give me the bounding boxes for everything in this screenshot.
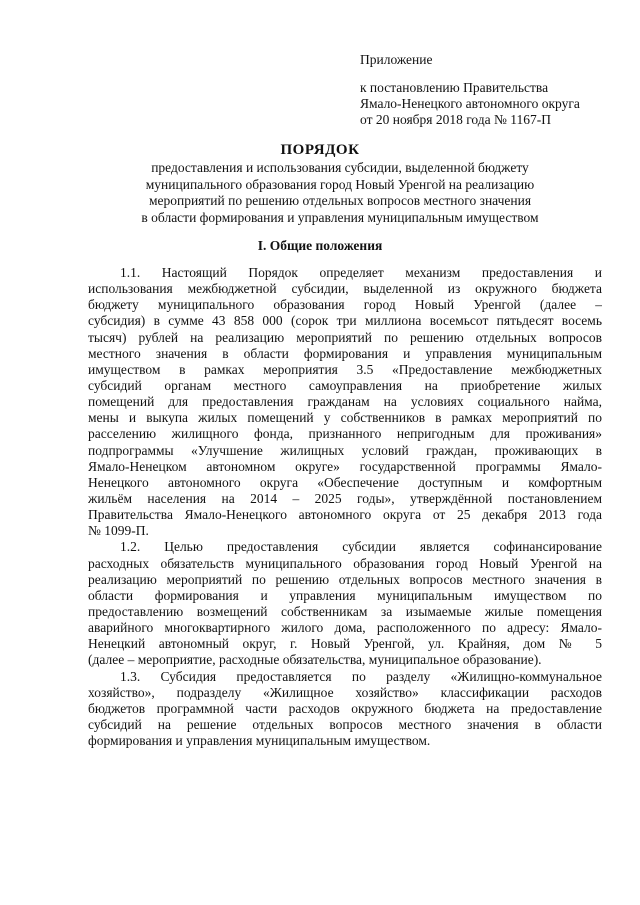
paragraph-line: Ненецкого автономного округа «Обеспечение доступным и комфортным	[88, 474, 602, 490]
appendix-block	[360, 52, 580, 128]
paragraph-1-3	[88, 669, 602, 750]
paragraph-1-1	[88, 265, 602, 539]
paragraph-line: 1.2. Целью предоставления субсидии является софинансирование	[120, 539, 602, 555]
subtitle-line: мероприятий по решению отдельных вопросов местного значения	[148, 193, 532, 208]
section-heading: I. Общие положения	[257, 238, 383, 253]
paragraph-1-2	[88, 539, 602, 668]
paragraph-line: расселению жилищного фонда, признанного непригодным для проживания»	[88, 426, 602, 442]
paragraph-line: Ямало-Ненецком автономном округе» государственной программы Ямало-	[88, 458, 602, 474]
subtitle-line: в области формирования и управления муниципальным имуществом	[141, 209, 539, 225]
appendix-line: к постановлению Правительства	[360, 80, 549, 95]
paragraph-line: (далее – мероприятие, расходные обязательства, муниципальное образование).	[88, 652, 542, 668]
paragraph-line: жильём населения на 2014 – 2025 годы», утверждённой постановлением	[88, 490, 602, 506]
paragraph-line: тысяч) рублей на реализацию мероприятий по решению отдельных вопросов	[88, 329, 602, 345]
paragraph-line: помещений для предоставления гражданам на условиях социального найма,	[88, 394, 602, 410]
document-body	[88, 265, 602, 749]
paragraph-line: аварийного многоквартирного жилого дома, расположенного по адресу: Ямало-	[88, 620, 602, 636]
appendix-line: Ямало-Ненецкого автономного округа	[360, 96, 580, 111]
paragraph-line: расходных обязательств муниципального образования город Новый Уренгой на	[88, 555, 602, 571]
paragraph-line: предоставлению возмещений собственникам за изымаемые жилые помещения	[88, 603, 602, 619]
paragraph-line: местного значения в области формирования и управления муниципальным	[88, 345, 602, 361]
document-title: ПОРЯДОК	[280, 142, 360, 158]
paragraph-line: хозяйство», подразделу «Жилищное хозяйство» классификации расходов	[88, 684, 602, 700]
paragraph-line: № 1099-П.	[88, 523, 149, 539]
paragraph-line: 1.1. Настоящий Порядок определяет механизм предоставления и	[120, 265, 602, 280]
document-subtitle	[100, 160, 580, 226]
appendix-label: Приложение	[360, 52, 433, 67]
paragraph-line: использования межбюджетной субсидии, выделенной из окружного бюджета	[88, 281, 602, 297]
paragraph-line: субсидия) в сумме 43 858 000 (сорок три миллиона восемьсот пятьдесят восемь	[88, 313, 602, 329]
paragraph-line: бюджету муниципального образования город Новый Уренгой (далее –	[88, 297, 602, 313]
paragraph-line: формирования и управления муниципальным имуществом.	[88, 733, 431, 749]
paragraph-line: мены и выкупа жилых помещений у собственников в рамках мероприятий по	[88, 410, 602, 426]
paragraph-line: подпрограммы «Улучшение жилищных условий граждан, проживающих в	[88, 442, 602, 458]
paragraph-line: Правительства Ямало-Ненецкого автономного округа от 25 декабря 2013 года	[88, 507, 602, 523]
paragraph-line: 1.3. Субсидия предоставляется по разделу «Жилищно-коммунальное	[120, 668, 602, 684]
paragraph-line: реализацию мероприятий по решению отдельных вопросов местного значения в	[88, 571, 602, 587]
paragraph-line: бюджетов программной части расходов окружного бюджета на предоставление	[88, 700, 602, 716]
paragraph-line: области формирования и управления муниципальным имуществом по	[88, 587, 602, 603]
paragraph-line: субсидий органам местного самоуправления на приобретение жилых	[88, 377, 602, 393]
paragraph-line: имуществом в рамках мероприятия 3.5 «Предоставление межбюджетных	[88, 361, 602, 377]
appendix-line: от 20 ноября 2018 года № 1167-П	[360, 112, 552, 127]
subtitle-line: муниципального образования город Новый Уренгой на реализацию	[145, 176, 535, 192]
paragraph-line: Ненецкий автономный округ, г. Новый Уренгой, ул. Крайняя, дом № 5	[88, 636, 602, 652]
subtitle-line: предоставления и использования субсидии, выделенной бюджету	[151, 160, 529, 175]
paragraph-line: субсидий на решение отдельных вопросов местного значения в области	[88, 716, 602, 732]
